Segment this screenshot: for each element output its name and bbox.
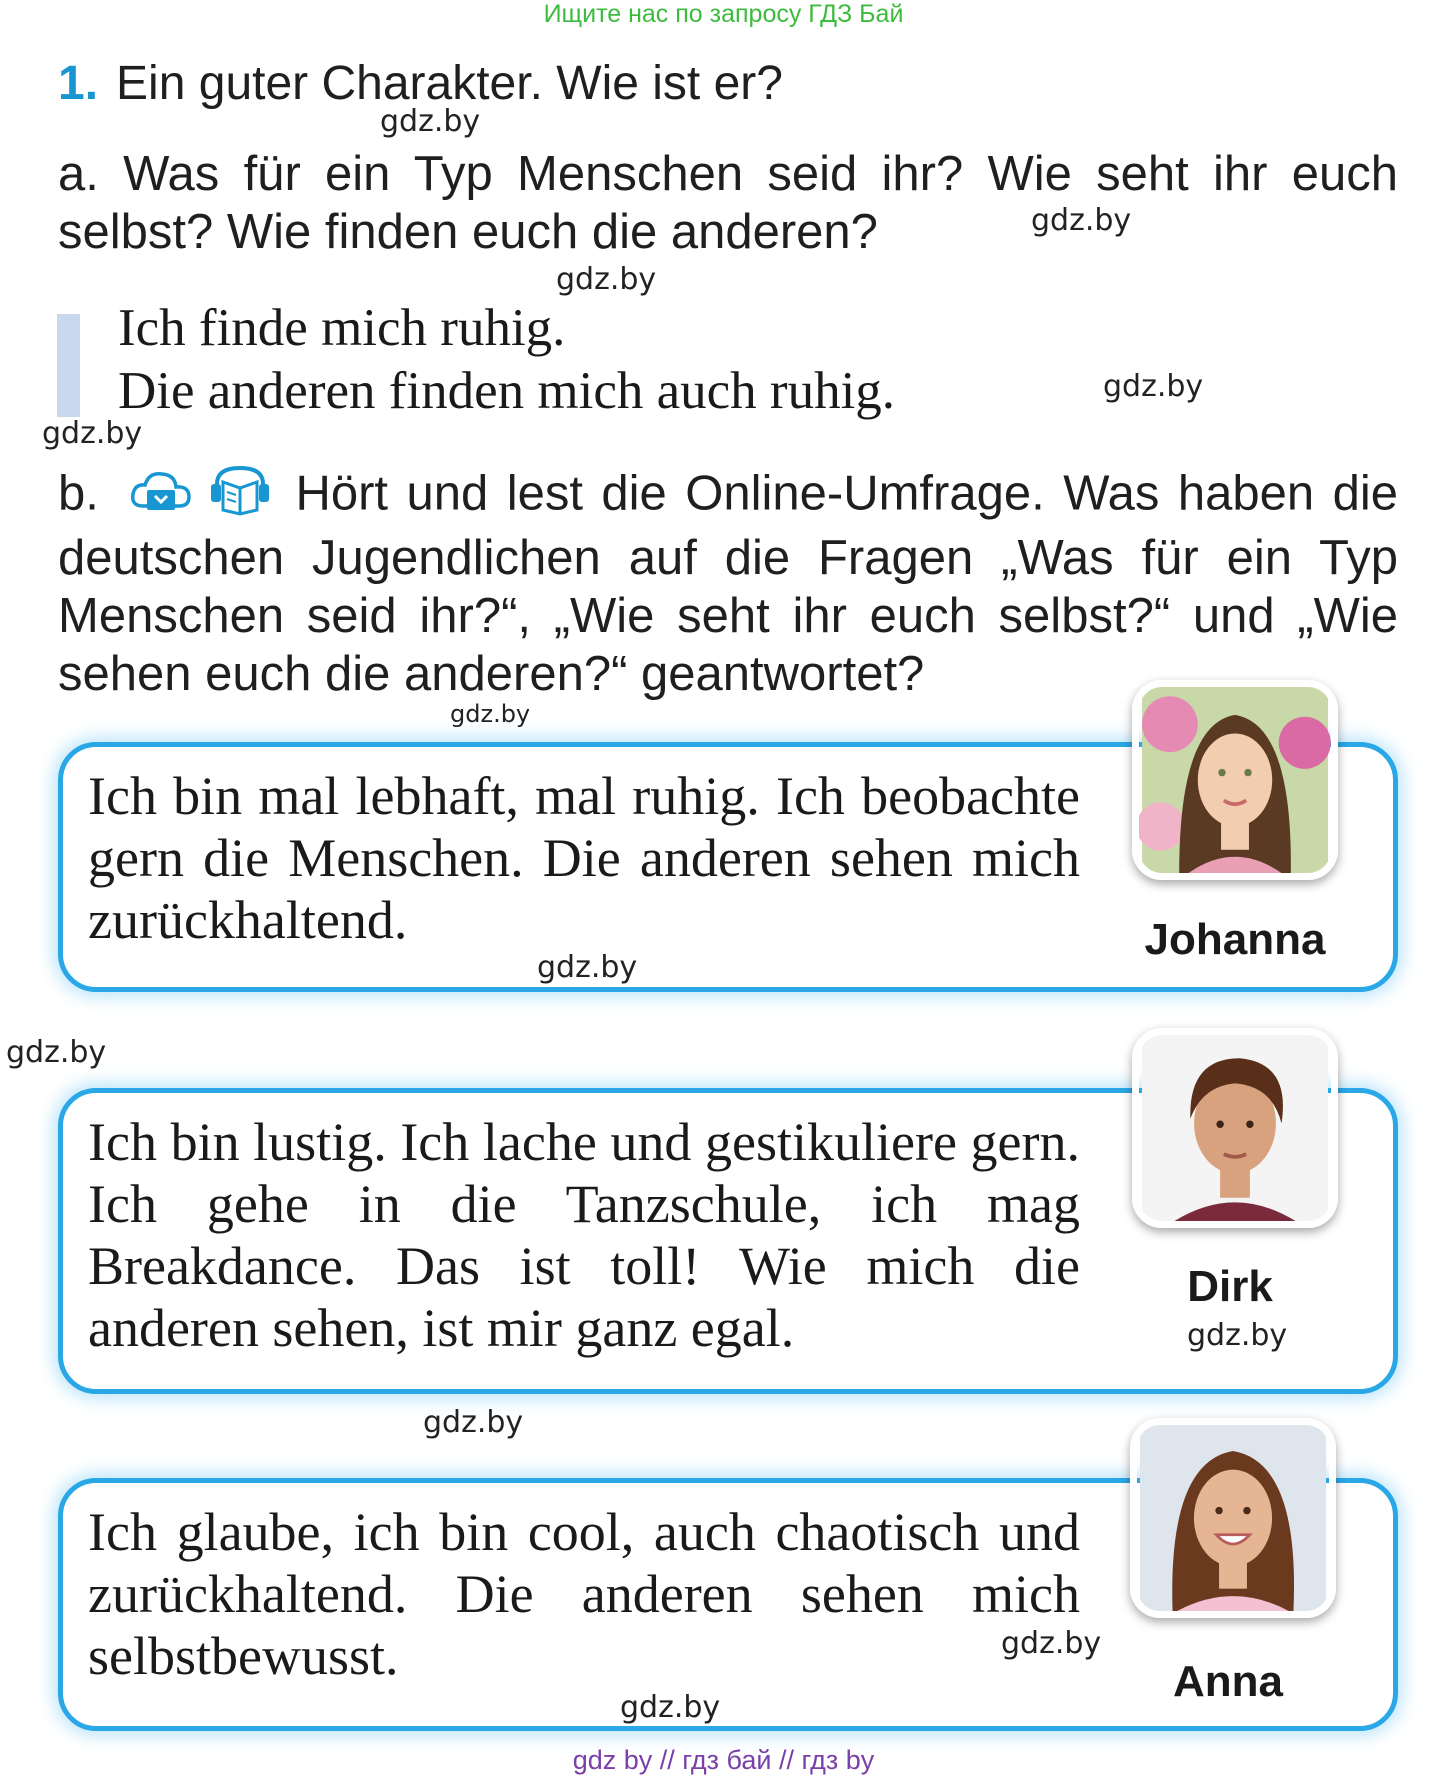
watermark: gdz.by [1001,1626,1102,1661]
name-johanna: Johanna [1144,915,1326,964]
boy-portrait-icon [1139,1035,1331,1221]
watermark: gdz.by [423,1405,524,1440]
name-anna: Anna [1173,1657,1283,1706]
watermark: gdz.by [6,1035,107,1070]
name-dirk: Dirk [1187,1262,1273,1311]
smiling-girl-portrait-icon [1137,1425,1329,1611]
top-banner: Ищите нас по запросу ГДЗ Бай [543,0,904,28]
cloud-download-icon[interactable] [129,466,193,516]
answer-text-johanna: Ich bin mal lebhaft, mal ruhig. Ich beobachte gern die Menschen. Die anderen sehen mich zurückhaltend. [88,766,1080,950]
task-number: 1. [58,57,99,110]
watermark: gdz.by [556,262,657,297]
part-b-question [58,464,1398,703]
part-a-question: a. Was für ein Typ Menschen seid ihr? Wie seht ihr euch selbst? Wie finden euch die anderen? [58,147,1398,259]
task-title: Ein guter Charakter. Wie ist er? [116,57,783,110]
watermark: gdz.by [380,104,481,139]
part-b-label: b. [58,466,99,521]
sample-line-2: Die anderen finden mich auch ruhig. [118,362,896,420]
audiobook-icon[interactable] [207,464,273,516]
watermark: gdz.by [620,1690,721,1725]
watermark: gdz.by [1187,1318,1288,1353]
sample-bar [57,314,80,417]
footer-watermark: gdz by // гдз бай // гдз by [572,1745,875,1775]
watermark: gdz.by [42,416,143,451]
photo-johanna [1132,680,1338,880]
answer-text-dirk: Ich bin lustig. Ich lache und gestikuliere gern. Ich gehe in die Tanzschule, ich mag Breakdance. Das ist toll! Wie mich die anderen sehen, ist mir ganz egal. [88,1112,1080,1358]
part-b-text: Hört und lest die Online-Umfrage. Was haben die deutschen Jugendlichen auf die Fragen „Was für ein Typ Menschen seid ihr?“, „Wie seht ihr euch selbst?“ und „Wie sehen euch die anderen?“ geantwortet? [58,466,1398,701]
sample-line-1: Ich finde mich ruhig. [118,299,566,357]
photo-dirk [1132,1028,1338,1228]
watermark: gdz.by [1103,369,1204,404]
watermark: gdz.by [450,700,531,728]
girl-portrait-icon [1139,687,1331,873]
photo-anna [1130,1418,1336,1618]
part-b-icons [129,464,273,529]
answer-text-anna: Ich glaube, ich bin cool, auch chaotisch und zurückhaltend. Die anderen sehen mich selbstbewusst. [88,1502,1080,1686]
watermark: gdz.by [537,950,638,985]
watermark: gdz.by [1031,203,1132,238]
